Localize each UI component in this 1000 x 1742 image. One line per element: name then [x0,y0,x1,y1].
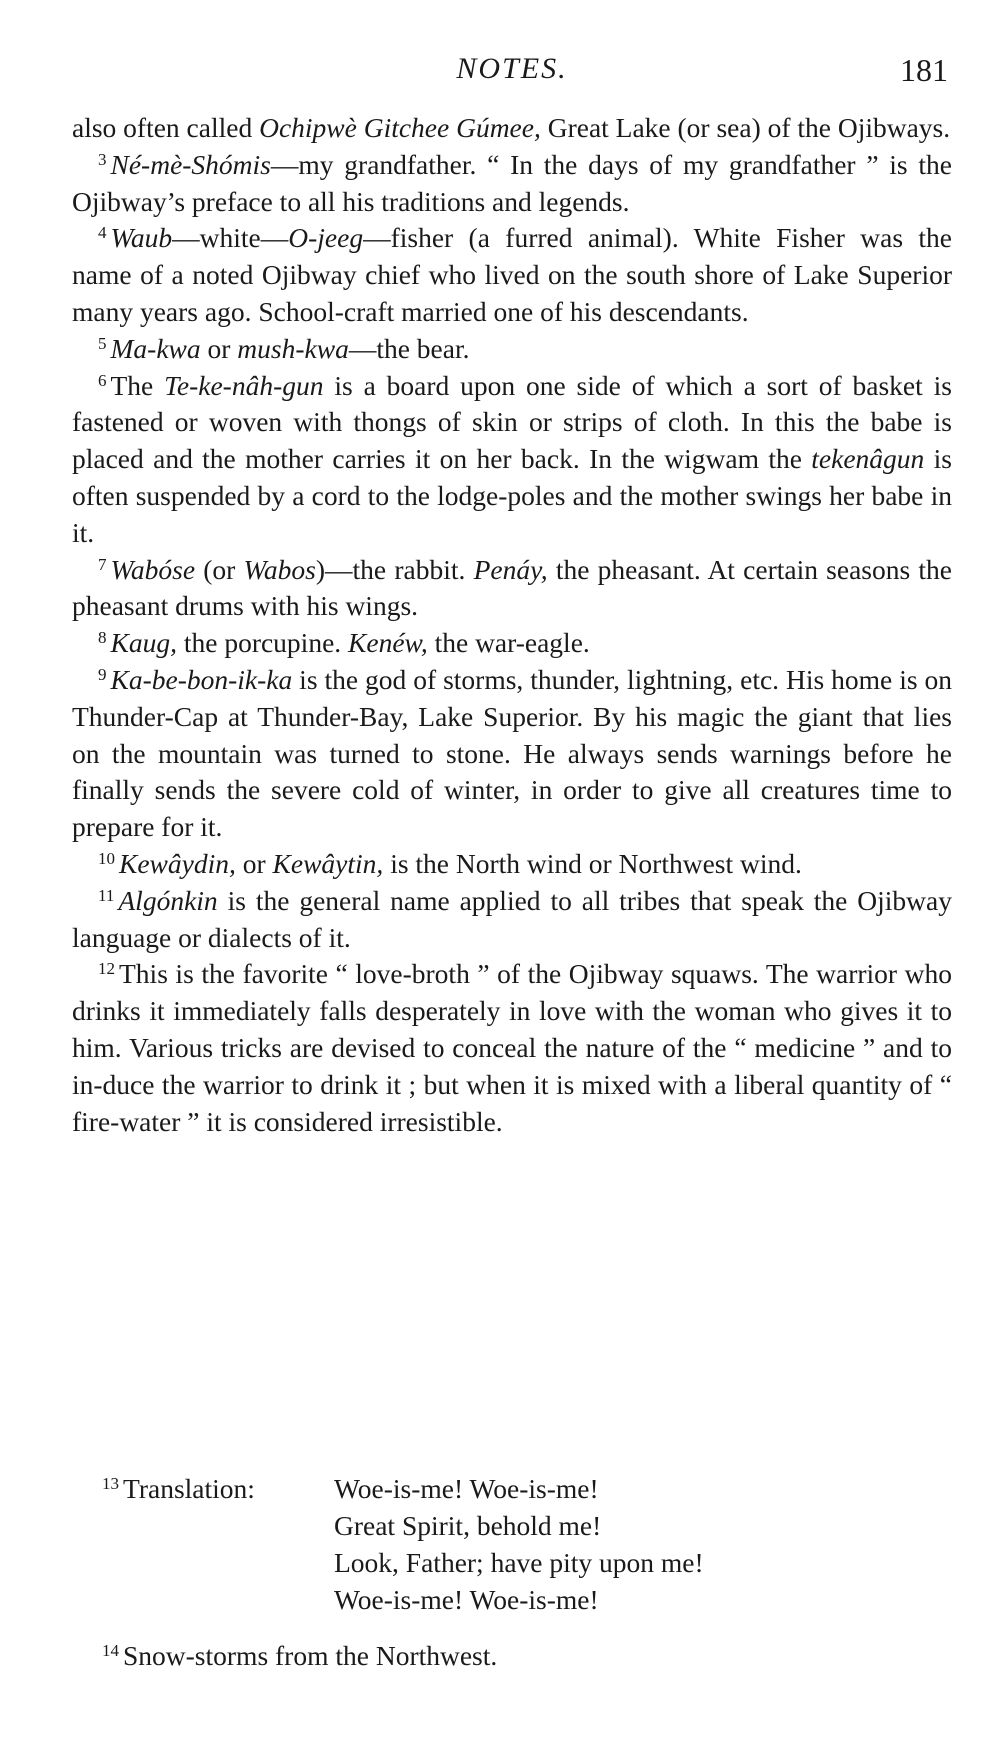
italic-term: Te-ke-nâh-gun [164,369,324,401]
note-text: )—the rabbit. [315,553,474,585]
italic-term: Ochipwè Gitchee Gúmee, [259,112,541,143]
note-text: The [110,369,165,401]
italic-term: tekenâgun [811,443,925,475]
note-text: —fisher (a furred animal). White Fisher was the name of a noted Ojibway chief who lived on the south shore of Lake Superior many years ago. School-craft married one of his descendants. [72,222,952,327]
note-10 [72,846,952,883]
note-number: 12 [98,959,115,979]
italic-term: Algónkin [118,884,218,916]
note-text: Great Lake (or sea) of the Ojibways. [540,112,951,143]
note-text: the pheasant. At certain seasons the pheasant drums with his wings. [72,553,952,622]
note-text: —white— [172,222,289,254]
italic-term: O-jeeg [288,222,364,254]
italic-term: Né-mè-Shómis [110,148,271,180]
note-text: is often suspended by a cord to the lodge-poles and the mother swings her babe in it. [72,443,953,548]
note-number: 13 [102,1474,119,1493]
italic-term: Kenéw, [348,627,428,659]
note-number: 11 [98,885,115,905]
notes-list [72,110,952,1140]
note-text: is the general name applied to all tribes that speak the Ojibway language or dialects of it. [72,884,952,953]
running-title: NOTES. [456,52,568,85]
note-continuation [72,110,952,147]
note-14 [102,1637,497,1674]
note-number: 9 [98,664,107,684]
note-text: the porcupine. [176,627,349,659]
note-text: Snow-storms from the Northwest. [123,1640,498,1671]
verse-line: Great Spirit, behold me! [334,1510,602,1541]
note-text: is the North wind or Northwest wind. [383,847,802,879]
note-text: —my grandfather. “ In the days of my grandfather ” is the Ojibway’s preface to all his traditions and legends. [72,148,952,217]
note-5 [72,331,952,368]
italic-term: Ka-be-bon-ik-ka [110,663,293,695]
italic-term: mush-kwa [237,332,349,364]
italic-term: Penáy, [473,553,548,585]
note-11 [72,883,952,957]
note-text: or [200,332,238,364]
note-number: 3 [98,149,107,169]
verse-line: Woe-is-me! Woe-is-me! [334,1584,599,1615]
note-number: 14 [102,1641,119,1660]
note-number: 6 [98,370,107,390]
note-text: —the bear. [348,332,470,364]
translation-verse [334,1470,704,1618]
italic-term: Waub [110,222,173,254]
note-text: is a board upon one side of which a sort of basket is fastened or woven with thongs of skin or strips of cloth. In this the babe is placed and the mother carries it on her back. In the wigwam the [72,369,952,475]
note-number: 10 [98,848,115,868]
translation-heading [102,1470,255,1507]
note-number: 7 [98,554,107,574]
note-8 [72,625,952,662]
note-number: 4 [98,223,107,243]
note-text: is the god of storms, thunder, lightning, etc. His home is on Thunder-Cap at Thunder-Bay, Lake Superior. By his magic the giant that lies on the mountain was turned to stone. He always sends warnings before he finally sends the severe cold of winter, in order to give all creatures time to prepare for it. [72,663,952,843]
verse-line: Woe-is-me! Woe-is-me! [334,1473,599,1504]
verse-line: Look, Father; have pity upon me! [334,1547,704,1578]
note-3 [72,147,952,221]
note-12 [72,956,952,1140]
note-text: This is the favorite “ love-broth ” of the Ojibway squaws. The warrior who drinks it immediately falls desperately in love with the woman who gives it to him. Various tricks are devised to conceal the nature of the “ medicine ” and to in-duce the warrior to drink it ; but when it is mixed with a liberal quantity of “ fire-water ” it is considered irresistible. [72,958,952,1137]
italic-term: Kewâydin, [119,847,236,879]
note-4 [72,220,952,330]
note-text: the war-eagle. [427,627,590,659]
note-7 [72,552,952,626]
note-number: 5 [98,333,107,353]
italic-term: Kewâytin, [272,847,384,879]
translation-label: Translation: [123,1473,255,1504]
note-text: (or [195,553,244,585]
italic-term: Kaug, [110,627,177,659]
italic-term: Wabos [243,553,316,585]
note-number: 8 [98,628,107,648]
page-number: 181 [900,52,948,88]
note-text: also often called [72,112,260,143]
note-9 [72,662,952,846]
italic-term: Ma-kwa [110,332,201,364]
page-header [72,52,952,92]
note-text: or [235,847,273,879]
note-6 [72,368,952,552]
italic-term: Wabóse [110,553,196,585]
